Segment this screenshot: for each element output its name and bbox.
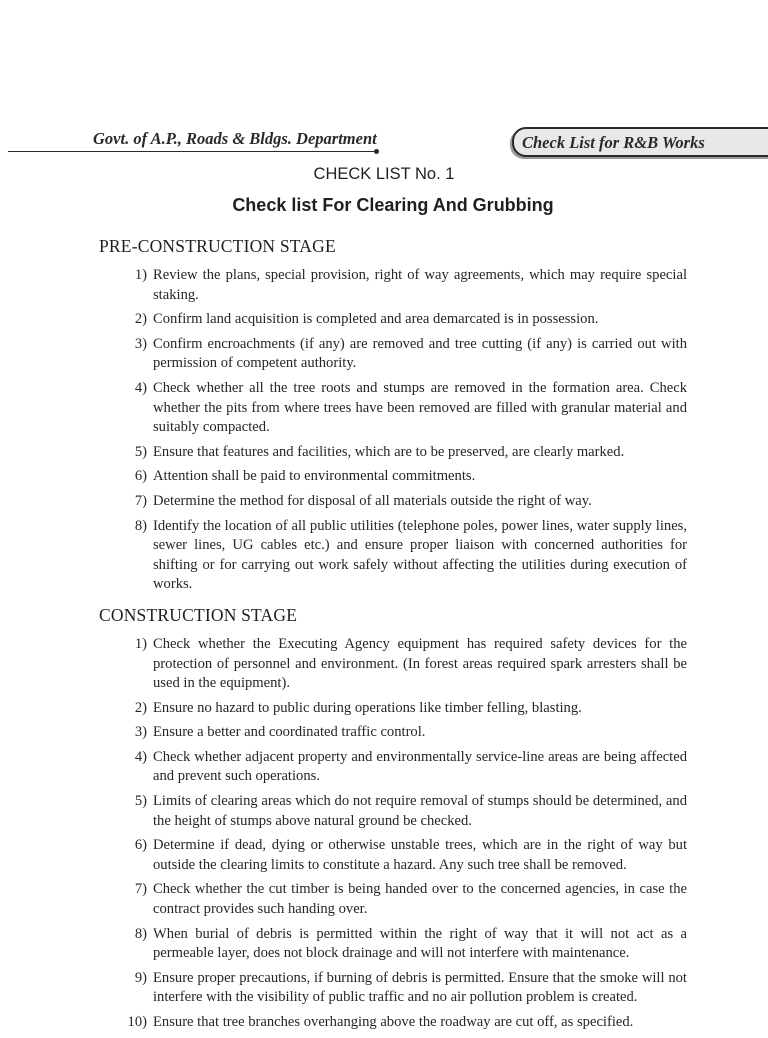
item-text: Ensure a better and coordinated traffic control. <box>153 724 426 741</box>
list-item <box>0 1013 687 1033</box>
list-item <box>0 266 687 305</box>
item-text: Check whether adjacent property and environmentally service-line areas are being affected and prevent such operations. <box>153 748 687 785</box>
list-item <box>0 748 687 787</box>
item-number: 8) <box>134 517 147 534</box>
page-title: Check list For Clearing And Grubbing <box>232 195 554 215</box>
item-text: Check whether the cut timber is being handed over to the concerned agencies, in case the contract provides such handing over. <box>153 881 687 918</box>
list-item <box>0 443 687 463</box>
item-text: Review the plans, special provision, right of way agreements, which may require special staking. <box>153 267 687 303</box>
list-item <box>0 836 687 875</box>
item-text: When burial of debris is permitted within the right of way that it will not act as a permeable layer, does not block drainage and will not interfere with maintenance. <box>153 925 687 962</box>
item-number: 7) <box>134 881 147 898</box>
header-tab-label: Check List for R&B Works <box>522 133 705 152</box>
item-number: 1) <box>134 635 147 652</box>
list-item <box>0 880 687 919</box>
item-number: 3) <box>134 335 147 352</box>
header-tab <box>512 127 768 157</box>
item-text: Check whether the Executing Agency equipment has required safety devices for the protection of personnel and environment. (In forest areas required spark arresters shall be used in the equipment). <box>153 635 687 692</box>
item-text: Attention shall be paid to environmental commitments. <box>153 468 476 485</box>
list-item <box>0 517 687 595</box>
pre-construction-list <box>0 266 768 595</box>
item-number: 3) <box>134 724 147 741</box>
item-number: 4) <box>134 379 147 396</box>
item-text: Ensure that features and facilities, which are to be preserved, are clearly marked. <box>153 443 625 460</box>
item-number: 6) <box>134 468 147 485</box>
list-item <box>0 635 687 694</box>
item-number: 5) <box>134 793 147 810</box>
item-text: Confirm encroachments (if any) are removed and tree cutting (if any) is carried out with permission of competent authority. <box>153 335 687 372</box>
item-text: Ensure proper precautions, if burning of debris is permitted. Ensure that the smoke will not interfere with the visibility of public traffic and no air pollution problem is created. <box>153 969 687 1006</box>
checklist-number: CHECK LIST No. 1 <box>313 165 455 183</box>
item-number: 1) <box>134 267 147 283</box>
item-text: Determine the method for disposal of all materials outside the right of way. <box>153 492 592 509</box>
section-heading-construction: CONSTRUCTION STAGE <box>99 604 298 625</box>
list-item <box>0 492 687 512</box>
construction-list <box>0 635 768 1033</box>
list-item <box>0 792 687 831</box>
item-text: Ensure that tree branches overhanging above the roadway are cut off, as specified. <box>153 1014 634 1030</box>
list-item <box>0 335 687 374</box>
item-text: Confirm land acquisition is completed and area demarcated is in possession. <box>153 311 599 328</box>
list-item <box>0 699 687 719</box>
list-item <box>0 969 687 1008</box>
item-number: 6) <box>134 837 147 854</box>
item-number: 4) <box>134 748 147 765</box>
item-number: 8) <box>134 925 147 942</box>
item-number: 9) <box>134 969 147 986</box>
item-text: Identify the location of all public utilities (telephone poles, power lines, water supply lines, sewer lines, UG cables etc.) and ensure proper liaison with concerned authorities for shifting or for carrying out work safely without affecting the utilities during execution of works. <box>153 517 687 593</box>
document-body <box>0 233 768 1038</box>
header-divider-end <box>374 149 379 154</box>
item-text: Determine if dead, dying or otherwise unstable trees, which are in the right of way but outside the clearing limits to constitute a hazard. Any such tree shall be removed. <box>153 837 687 873</box>
item-text: Ensure no hazard to public during operations like timber felling, blasting. <box>153 699 582 716</box>
list-item <box>0 310 687 330</box>
item-text: Check whether all the tree roots and stumps are removed in the formation area. Check whether the pits from where trees have been removed are filled with granular material and suitably compacted. <box>153 379 687 436</box>
header-divider <box>8 151 378 152</box>
list-item <box>0 467 687 487</box>
item-number: 2) <box>134 699 147 716</box>
item-number: 2) <box>134 311 147 328</box>
list-item <box>0 925 687 964</box>
item-text: Limits of clearing areas which do not require removal of stumps should be determined, and the height of stumps above natural ground be checked. <box>153 793 687 829</box>
department-header: Govt. of A.P., Roads & Bldgs. Department <box>93 129 377 148</box>
item-number: 10) <box>127 1014 147 1030</box>
list-item <box>0 723 687 743</box>
section-heading-pre-construction: PRE-CONSTRUCTION STAGE <box>99 236 336 256</box>
item-number: 7) <box>134 492 147 509</box>
item-number: 5) <box>134 443 147 460</box>
list-item <box>0 379 687 438</box>
